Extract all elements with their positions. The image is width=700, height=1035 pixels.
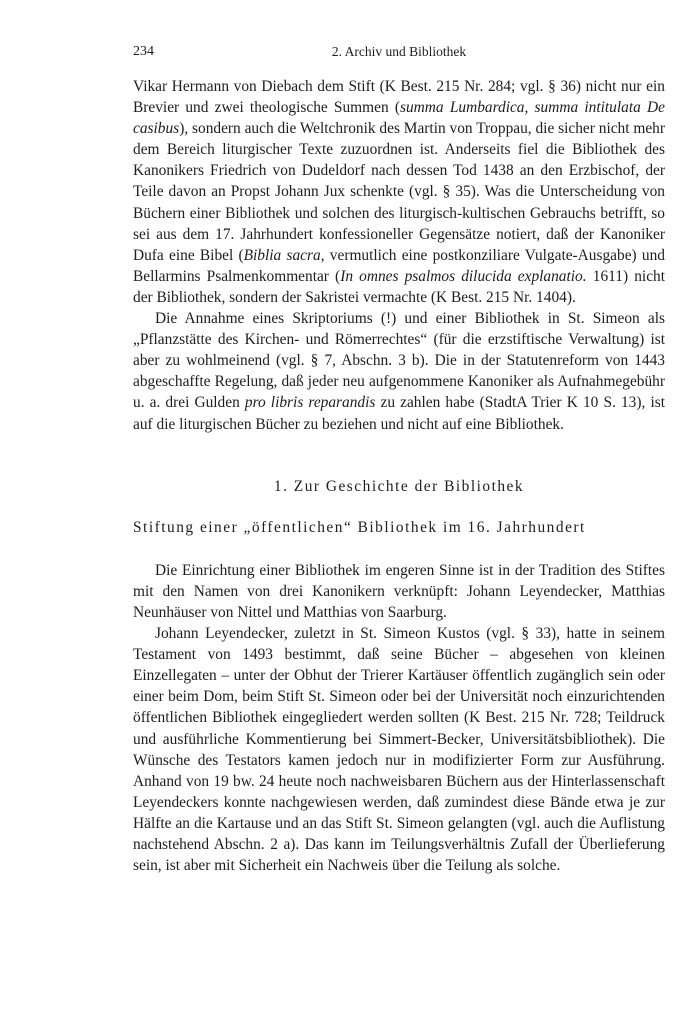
italic-run: In omnes psalmos dilucida explanatio. <box>340 267 587 285</box>
text-run: ), sondern auch die Weltchronik des Martin von Troppau, die sicher nicht mehr dem Bereich liturgischer Texte zuzuordnen ist. Anderseits fiel die Bibliothek des Kanonikers Friedrich von Dudeldorf nach dessen Tod 1438 an den Erzbischof, der Teile davon an Propst Johann Jux schenkte (vgl. § 35). Was die Unterscheidung von Büchern einer Bibliothek und solchen des liturgisch-kultischen Gebrauchs betrifft, so sei aus dem 17. Jahrhundert konfessioneller Gegensätze notiert, daß der Kanoniker Dufa eine Bibel ( <box>133 120 666 264</box>
italic-run: Biblia sacra <box>243 246 321 264</box>
paragraph-1 <box>133 76 665 308</box>
paragraph-3: Die Einrichtung einer Bibliothek im engeren Sinne ist in der Tradition des Stiftes mit den Namen von drei Kanonikern verknüpft: Johann Leyendecker, Matthias Neunhäuser von Nittel und Matthias von Saarburg. <box>133 561 665 621</box>
text-run: Vikar Hermann von Diebach dem Stift (K Best. 215 Nr. 284; vgl. § 36) nicht nur ein Brevier und zwei theologische Summen ( <box>133 78 665 117</box>
paragraph-4: Johann Leyendecker, zuletzt in St. Simeon Kustos (vgl. § 33), hatte in seinem Testament von 1493 bestimmt, daß seine Bücher – abgesehen von kleinen Einzellegaten – unter der Obhut der Trierer Kartäuser öffentlich zugänglich sein oder einer beim Dom, beim Stift St. Simeon oder bei der Universität noch einzurichtenden öffentlichen Bibliothek eingegliedert werden sollten (K Best. 215 Nr. 728; Teildruck und ausführliche Kommentierung bei Simmert-Becker, Universitätsbibliothek). Die Wünsche des Testators kamen jedoch nur in modifizierter Form zur Ausführung. Anhand von 19 bw. 24 heute noch nachweisbaren Büchern aus der Hinterlassenschaft Leyendeckers konnte nachgewiesen werden, daß zumindest diese Bände etwa je zur Hälfte an die Kartause und an das Stift St. Simeon gelangten (vgl. auch die Auflistung nachstehend Abschn. 2 a). Das kann im Teilungsverhältnis Zufall der Überlieferung sein, ist aber mit Sicherheit ein Nachweis über die Teilung als solche. <box>133 625 665 875</box>
italic-run: pro libris reparandis <box>244 394 376 412</box>
text-run: Die Annahme eines Skriptoriums (!) und einer Bibliothek in St. Simeon als „Pflanzstätte des Kirchen- und Römerrechtes“ (für die erzstiftische Verwaltung) ist aber zu wohlmeinend (vgl. § 7, Abschn. 3 b). Die in der Statutenreform von 1443 abgeschaffte Regelung, daß jeder neu aufgenommene Kanoniker als Aufnahmegebühr u. a. drei Gulden <box>133 310 665 412</box>
subsection-heading: Stiftung einer „öffentlichen“ Bibliothek im 16. Jahrhundert <box>133 518 586 536</box>
running-title: 2. Archiv und Bibliothek <box>331 44 467 59</box>
body-text <box>133 76 665 876</box>
page-number: 234 <box>133 44 154 59</box>
text-run: 1611) nicht der Bibliothek, sondern der Sakristei vermachte (K Best. 215 Nr. 1404). <box>133 267 665 306</box>
paragraph-2 <box>133 308 665 435</box>
italic-run: summa Lumbardica, summa intitulata De casibus <box>133 99 665 138</box>
page-header <box>133 44 665 66</box>
section-heading: 1. Zur Geschichte der Bibliothek <box>273 477 525 495</box>
text-run: , vermutlich eine postkonziliare Vulgate-Ausgabe) und Bellarmins Psalmenkommentar ( <box>133 246 665 285</box>
text-run: zu zahlen habe (StadtA Trier K 10 S. 13), ist auf die liturgischen Bücher zu beziehen und nicht auf eine Bibliothek. <box>133 394 665 433</box>
